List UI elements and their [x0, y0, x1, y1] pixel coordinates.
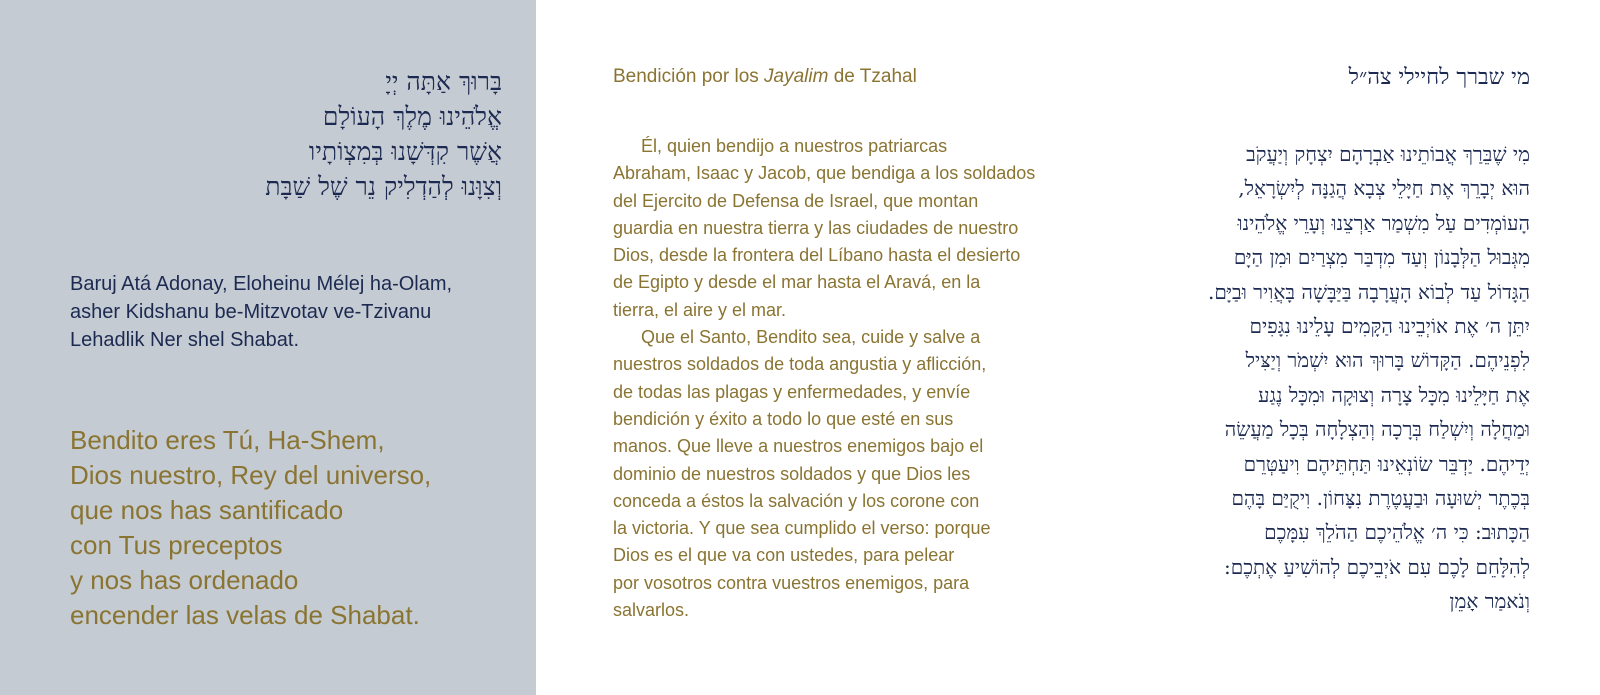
hebrew-prayer-line: מִגְּבוּל הַלְּבָנוֹן וְעַד מִדְבַּר מִצְרַיִם וּמִן הַיָּם — [1233, 245, 1530, 270]
prayer-line: dominio de nuestros soldados y que Dios les — [613, 463, 971, 484]
title-text-end: de Tzahal — [828, 66, 917, 87]
soldiers-prayer-hebrew — [1070, 137, 1530, 619]
prayer-line: bendición y éxito a todo lo que esté en sus — [613, 408, 954, 429]
prayer-line: tierra, el aire y el mar. — [613, 299, 787, 320]
soldiers-prayer-spanish — [613, 133, 1053, 624]
spanish-blessing-line: Bendito eres Tú, Ha-Shem, — [70, 425, 385, 455]
prayer-line: del Ejercito de Defensa de Israel, que montan — [613, 190, 979, 211]
hebrew-prayer-line: לִפְנֵיהֶם. הַקָּדוֹשׁ בָּרוּךְ הוּא יִשְׁמֹר וְיַצִּיל — [1245, 348, 1530, 373]
left-panel — [0, 0, 536, 695]
hebrew-blessing-line: וְצִוָּנוּ לְהַדְלִיק נֵר שֶׁל שַׁבָּת — [265, 172, 502, 201]
hebrew-blessing-line: אֱלֹהֵינוּ מֶלֶךְ הָעוֹלָם — [322, 102, 502, 131]
hebrew-prayer-line: הוּא יְבָרֵךְ אֶת חַיָּלֵי צְבָא הֲגַנָּה לְיִשְׂרָאֵל, — [1238, 176, 1530, 201]
soldiers-prayer-title — [613, 66, 917, 88]
prayer-line: Dios, desde la frontera del Líbano hasta el desierto — [613, 245, 1021, 266]
prayer-line: manos. Que lleve a nuestros enemigos bajo el — [613, 436, 984, 457]
hebrew-prayer-line: מִי שֶׁבֵּרַךְ אֲבוֹתֵינוּ אַבְרָהָם יִצְחָק וְיַעֲקֹב — [1246, 142, 1530, 166]
prayer-line: de todas las plagas y enfermedades, y envíe — [613, 381, 971, 402]
prayer-line: Él, quien bendijo a nuestros patriarcas — [641, 136, 948, 156]
title-text: Bendición por los — [613, 66, 765, 87]
title-italic-word: Jayalim — [764, 66, 829, 87]
prayer-line: Que el Santo, Bendito sea, cuide y salve a — [641, 327, 981, 348]
hebrew-prayer-title: מי שברך לחיילי צה״ל — [1348, 65, 1530, 90]
spanish-blessing-line: encender las velas de Shabat. — [70, 600, 420, 630]
spanish-blessing-line: que nos has santificado — [70, 495, 344, 525]
prayer-line: nuestros soldados de toda angustia y aflicción, — [613, 354, 987, 375]
spanish-blessing-line: Dios nuestro, Rey del universo, — [70, 460, 432, 490]
prayer-line: conceda a éstos la salvación y los corone con — [613, 490, 980, 511]
prayer-line: la victoria. Y que sea cumplido el verso: porque — [613, 518, 991, 539]
prayer-line: Dios es el que va con ustedes, para pelear — [613, 545, 955, 566]
hebrew-prayer-line: הָעוֹמְדִים עַל מִשְׁמַר אַרְצֵנוּ וְעָרֵי אֱלֹהֵינוּ — [1237, 210, 1530, 235]
hebrew-prayer-line: יְדֵיהֶם. יַדְבֵּר שׂוֹנְאֵינוּ תַּחְתֵּיהֶם וִיעַטְּרֵם — [1243, 451, 1530, 476]
hebrew-prayer-line: בְּכֶתֶר יְשׁוּעָה וּבַעֲטֶרֶת נִצָּחוֹן. וִיקֻיַּם בָּהֶם — [1231, 486, 1530, 511]
prayer-line: por vosotros contra vuestros enemigos, para — [613, 572, 970, 593]
hebrew-prayer-line: הַכָּתוּב: כִּי ה׳ אֱלֹהֵיכֶם הַהֹלֵךְ עִמָּכֶם — [1264, 520, 1530, 545]
prayer-line: guardia en nuestra tierra y las ciudades de nuestro — [613, 217, 1019, 238]
spanish-blessing-line: y nos has ordenado — [70, 565, 299, 595]
transliteration-line: asher Kidshanu be-Mitzvotav ve-Tzivanu — [70, 301, 432, 323]
prayer-line: Abraham, Isaac y Jacob, que bendiga a los soldados — [613, 163, 1036, 184]
hebrew-prayer-line: אֶת חַיָּלֵינוּ מִכָּל צָרָה וְצוּקָה וּמִכָּל נֶגַע — [1258, 382, 1530, 407]
hebrew-blessing-line: בָּרוּךְ אַתָּה יְיָ — [385, 67, 502, 96]
transliteration-line: Lehadlik Ner shel Shabat. — [70, 329, 300, 351]
hebrew-prayer-line: וְנֹאמַר אָמֵן — [1449, 589, 1530, 614]
hebrew-blessing-line: אֲשֶׁר קִדְּשָׁנוּ בְּמִצְוֹתָיו — [308, 137, 502, 166]
hebrew-candle-blessing — [42, 64, 502, 204]
prayer-line: de Egipto y desde el mar hasta el Aravá, en la — [613, 272, 981, 293]
prayer-line: salvarlos. — [613, 600, 690, 621]
transliteration-block — [70, 270, 520, 354]
hebrew-prayer-line: וּמַחֲלָה וְיִשְׁלַח בְּרָכָה וְהַצְלָחָה בְּכָל מַעֲשֵׂה — [1224, 417, 1530, 442]
spanish-candle-blessing — [70, 423, 520, 633]
hebrew-prayer-line: יִתֵּן ה׳ אֶת אוֹיְבֵינוּ הַקָּמִים עָלֵינוּ נִגָּפִים — [1249, 314, 1530, 339]
hebrew-prayer-line: הַגָּדוֹל עַד לְבוֹא הָעֲרָבָה בַּיַּבָּשָׁה בָּאֲוִיר וּבַיָּם. — [1207, 279, 1530, 304]
spanish-blessing-line: con Tus preceptos — [70, 530, 283, 560]
hebrew-prayer-line: לְהִלָּחֵם לָכֶם עִם אֹיְבֵיכֶם לְהוֹשִׁיעַ אֶתְכֶם: — [1223, 554, 1530, 579]
transliteration-line: Baruj Atá Adonay, Eloheinu Mélej ha-Olam, — [70, 273, 453, 295]
